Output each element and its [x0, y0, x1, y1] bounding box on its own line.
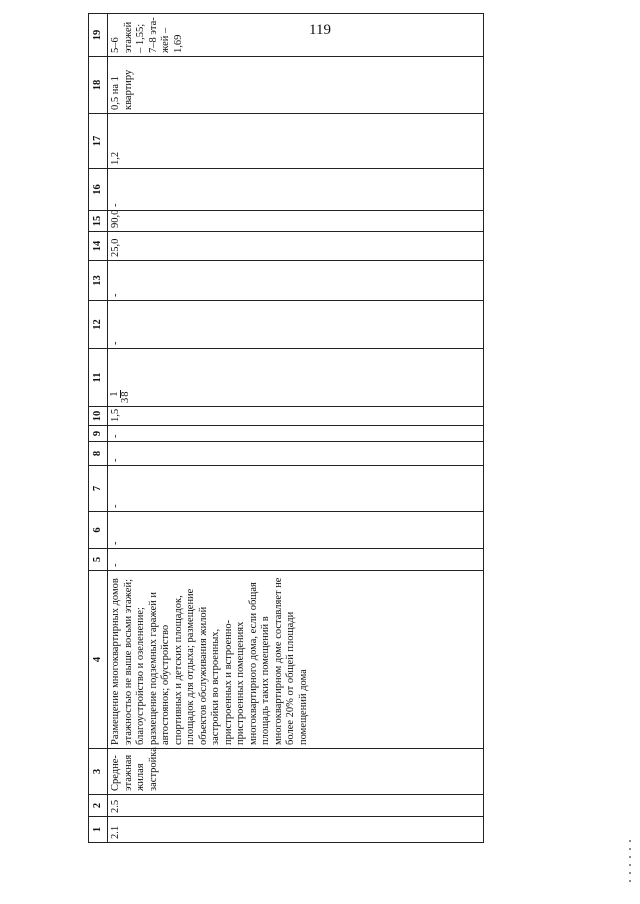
cell-11-denominator: 8 — [120, 391, 131, 397]
cell-19: 5–6 этажей – 1,55; 7–8 эта-жей – 1,69 — [108, 14, 484, 57]
table-header-row — [89, 14, 108, 843]
scan-margin-marks — [628, 840, 632, 900]
cell-class-code: 2.5 — [108, 795, 484, 817]
header-cell-11: 11 — [89, 349, 108, 407]
header-cell-1: 1 — [89, 817, 108, 843]
cell-use-description: Размещение многоквартирных домов этажностью не выше восьми этажей; благоустройство и озеленение; размещение подземных гаражей и автостоянок; обустройство спортивных и детских площадок, площадок для отдыха; размещение объектов обслуживания жилой застройки во встроенных, пристроенных и встроенно-пристроенных помещениях многоквартирного дома, если общая площадь таких помещений в многоквартирном доме составляет не более 20% от общей площади помещений дома — [108, 571, 484, 749]
cell-11-fraction — [110, 391, 131, 398]
header-cell-12: 12 — [89, 301, 108, 349]
header-cell-6: 6 — [89, 512, 108, 549]
cell-code: 2.1 — [108, 817, 484, 843]
header-cell-4: 4 — [89, 571, 108, 749]
header-cell-17: 17 — [89, 114, 108, 169]
cell-10: 1,5 — [108, 407, 484, 426]
cell-11-numerator: 1 — [109, 391, 120, 397]
cell-13: - — [108, 261, 484, 301]
header-cell-14: 14 — [89, 232, 108, 261]
header-cell-7: 7 — [89, 466, 108, 512]
zoning-parameters-table — [88, 13, 484, 843]
header-cell-18: 18 — [89, 57, 108, 114]
header-cell-2: 2 — [89, 795, 108, 817]
cell-16: - — [108, 169, 484, 211]
header-cell-8: 8 — [89, 442, 108, 466]
header-cell-5: 5 — [89, 549, 108, 571]
cell-6: - — [108, 512, 484, 549]
cell-12: - — [108, 301, 484, 349]
table-row — [108, 14, 484, 843]
header-cell-10: 10 — [89, 407, 108, 426]
header-cell-15: 15 — [89, 211, 108, 232]
header-cell-13: 13 — [89, 261, 108, 301]
cell-14: 25,0 — [108, 232, 484, 261]
cell-18: 0,5 на 1 квартиру — [108, 57, 484, 114]
cell-use-name: Средне-этажная жилая застройка — [108, 749, 484, 795]
page-number: 119 — [309, 22, 331, 38]
cell-11-whole: 3 — [120, 397, 131, 403]
cell-11 — [108, 349, 484, 407]
cell-7: - — [108, 466, 484, 512]
cell-8: - — [108, 442, 484, 466]
cell-15: 90,0 — [108, 211, 484, 232]
cell-17: 1,2 — [108, 114, 484, 169]
cell-9: - — [108, 426, 484, 442]
header-cell-3: 3 — [89, 749, 108, 795]
header-cell-19: 19 — [89, 14, 108, 57]
header-cell-9: 9 — [89, 426, 108, 442]
header-cell-16: 16 — [89, 169, 108, 211]
cell-5: - — [108, 549, 484, 571]
